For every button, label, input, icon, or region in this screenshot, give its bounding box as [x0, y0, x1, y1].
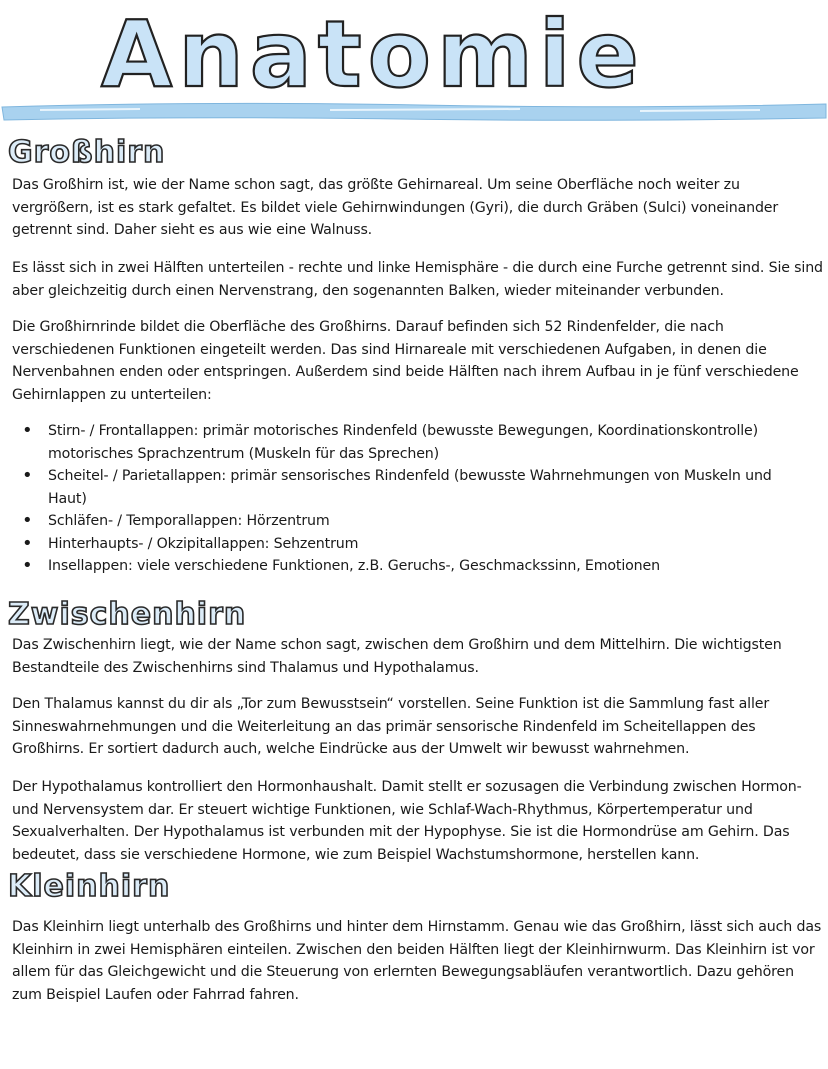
list-item: • Insellappen: viele verschiedene Funktionen, z.B. Geruchs-, Geschmackssinn, Emotionen: [12, 555, 802, 578]
title-graphic: [95, 4, 705, 104]
paragraph: Die Großhirnrinde bildet die Oberfläche des Großhirns. Darauf befinden sich 52 Rindenfelder, die nach verschiedenen Funktionen eingeteilt werden. Das sind Hirnareale mit verschiedenen Aufgaben, in denen die Nervenbahnen enden oder entspringen. Außerdem sind beide Hälften nach ihrem Aufbau in je fünf verschiedene Gehirnlappen zu unterteilen:: [12, 319, 799, 403]
list-item: • Hinterhaupts- / Okzipitallappen: Sehzentrum: [12, 533, 802, 556]
section-heading-zwischenhirn: Zwischenhirn: [8, 597, 247, 632]
paragraph: Das Zwischenhirn liegt, wie der Name schon sagt, zwischen dem Großhirn und dem Mittelhirn. Die wichtigsten Bestandteile des Zwischenhirns sind Thalamus und Hypothalamus.: [12, 637, 782, 676]
brush-divider: [0, 98, 828, 124]
paragraph: Es lässt sich in zwei Hälften unterteilen - rechte und linke Hemisphäre - die durch eine Furche getrennt sind. Sie sind aber gleichzeitig durch einen Nervenstrang, den sogenannten Balken, wieder miteinander verbunden.: [12, 260, 823, 299]
list-item: • Schläfen- / Temporallappen: Hörzentrum: [12, 510, 802, 533]
section-heading-grosshirn: Großhirn: [8, 135, 166, 170]
paragraph: Der Hypothalamus kontrolliert den Hormonhaushalt. Damit stellt er sozusagen die Verbindung zwischen Hormon- und Nervensystem dar. Er steuert wichtige Funktionen, wie Schlaf-Wach-Rhythmus, Körpertemperatur und Sexualverhalten. Der Hypothalamus ist verbunden mit der Hypophyse. Sie ist die Hormondrüse am Gehirn. Das bedeutet, dass sie verschiedene Hormone, wie zum Beispiel Wachstumshormone, herstellen kann.: [12, 779, 802, 863]
lobe-list: [12, 420, 802, 578]
list-item: • Stirn- / Frontallappen: primär motorisches Rindenfeld (bewusste Bewegungen, Koordinationskontrolle) motorisches Sprachzentrum (Muskeln für das Sprechen): [12, 420, 802, 465]
paragraph: Das Großhirn ist, wie der Name schon sagt, das größte Gehirnareal. Um seine Oberfläche noch weiter zu vergrößern, ist es stark gefaltet. Es bildet viele Gehirnwindungen (Gyri), die durch Gräben (Sulci) voneinander getrennt sind. Daher sieht es aus wie eine Walnuss.: [12, 177, 779, 238]
section-heading-kleinhirn: Kleinhirn: [8, 869, 171, 904]
list-item: • Scheitel- / Parietallappen: primär sensorisches Rindenfeld (bewusste Wahrnehmungen von Muskeln und Haut): [12, 465, 802, 510]
title-text: Anatomie: [101, 4, 645, 104]
paragraph: Das Kleinhirn liegt unterhalb des Großhirns und hinter dem Hirnstamm. Genau wie das Großhirn, lässt sich auch das Kleinhirn in zwei Hemisphären einteilen. Zwischen den beiden Hälften liegt der Kleinhirnwurm. Das Kleinhirn ist vor allem für das Gleichgewicht und die Steuerung von erlernten Bewegungsabläufen verantwortlich. Dazu gehören zum Beispiel Laufen oder Fahrrad fahren.: [12, 919, 822, 1003]
page-title: [95, 4, 705, 104]
paragraph: Den Thalamus kannst du dir als „Tor zum Bewusstsein“ vorstellen. Seine Funktion ist die Sammlung fast aller Sinneswahrnehmungen und die Weiterleitung an das primär sensorische Rindenfeld im Scheitellappen des Großhirns. Er sortiert dadurch auch, welche Eindrücke aus der Umwelt wir bewusst wahrnehmen.: [12, 696, 770, 757]
